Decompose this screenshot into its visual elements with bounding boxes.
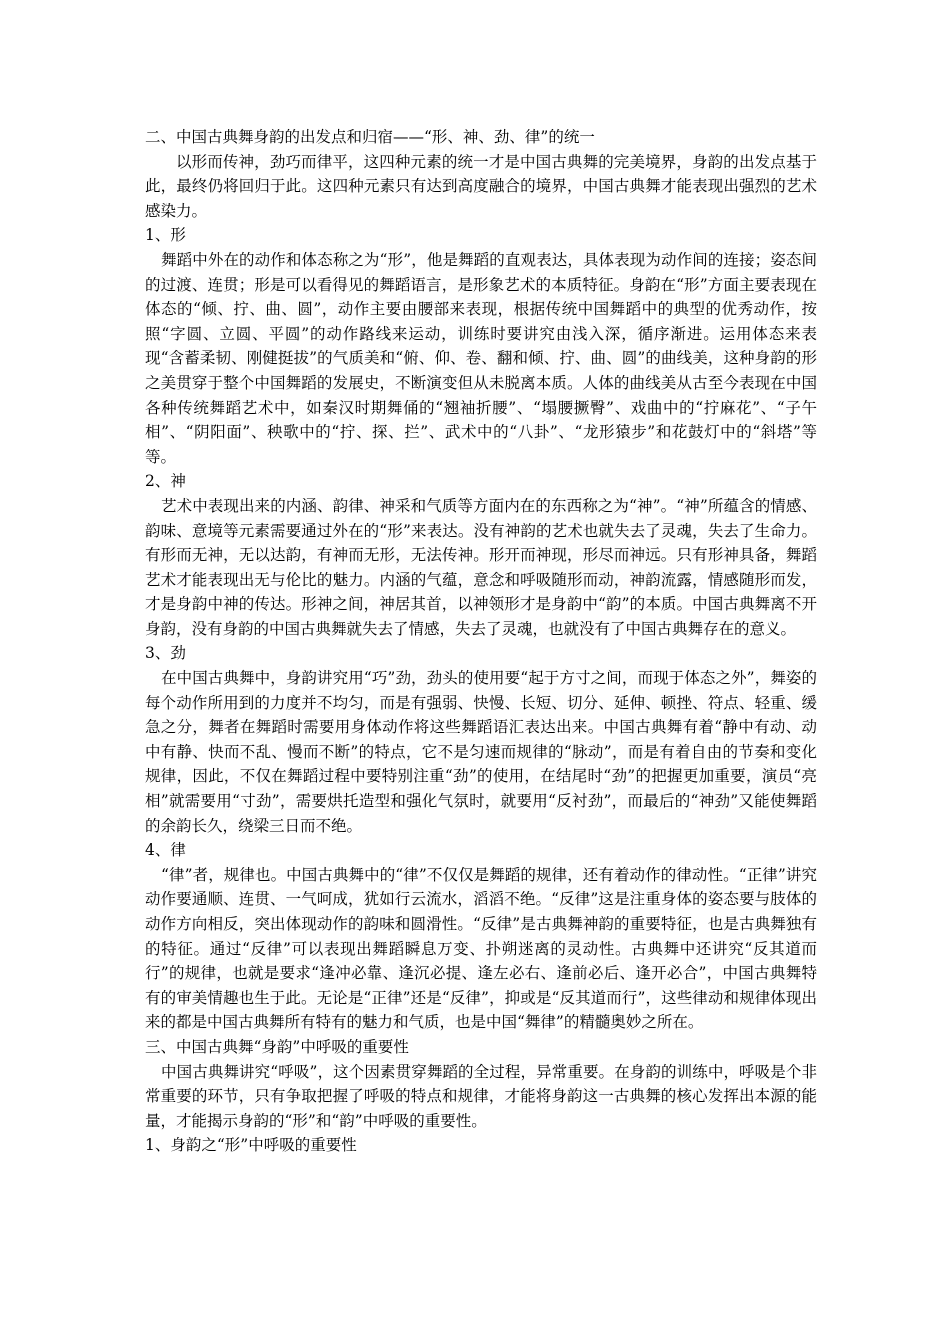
document-page xyxy=(145,125,817,1158)
item2-body: 艺术中表现出来的内涵、韵律、神采和气质等方面内在的东西称之为“神”。“神”所蕴含的情感、韵味、意境等元素需要通过外在的“形”来表达。没有神韵的艺术也就失去了灵魂，失去了生命力。有形而无神，无以达韵，有神而无形，无法传神。形开而神现，形尽而神远。只有形神具备，舞蹈艺术才能表现出无与伦比的魅力。内涵的气蕴，意念和呼吸随形而动，神韵流露，情感随形而发，才是身韵中神的传达。形神之间，神居其首，以神领形才是身韵中“韵”的本质。中国古典舞离不开身韵，没有身韵的中国古典舞就失去了情感，失去了灵魂，也就没有了中国古典舞存在的意义。 xyxy=(145,496,817,638)
section3-title: 三、中国古典舞“身韵”中呼吸的重要性 xyxy=(145,1037,409,1056)
sub1-title: 1、身韵之“形”中呼吸的重要性 xyxy=(145,1136,357,1155)
item4-title: 4、律 xyxy=(145,841,186,860)
section2-intro: 以形而传神，劲巧而律平，这四种元素的统一才是中国古典舞的完美境界，身韵的出发点基于此，最终仍将回归于此。这四种元素只有达到高度融合的境界，中国古典舞才能表现出强烈的艺术感染力。 xyxy=(145,152,817,220)
section3-body: 中国古典舞讲究“呼吸”，这个因素贯穿舞蹈的全过程，异常重要。在身韵的训练中，呼吸是个非常重要的环节，只有争取把握了呼吸的特点和规律，才能将身韵这一古典舞的核心发挥出本源的能量，才能揭示身韵的“形”和“韵”中呼吸的重要性。 xyxy=(145,1062,817,1130)
item1-body: 舞蹈中外在的动作和体态称之为“形”，他是舞蹈的直观表达，具体表现为动作间的连接；姿态间的过渡、连贯；形是可以看得见的舞蹈语言，是形象艺术的本质特征。身韵在“形”方面主要表现在体态的“倾、拧、曲、圆”，动作主要由腰部来表现，根据传统中国舞蹈中的典型的优秀动作，按照“字圆、立圆、平圆”的动作路线来运动，训练时要讲究由浅入深，循序渐进。运用体态来表现“含蓄柔韧、刚健挺拔”的气质美和“俯、仰、卷、翻和倾、拧、曲、圆”的曲线美，这种身韵的形之美贯穿于整个中国舞蹈的发展史，不断演变但从未脱离本质。人体的曲线美从古至今表现在中国各种传统舞蹈艺术中，如秦汉时期舞俑的“翘袖折腰”、“塌腰撅臀”、戏曲中的“拧麻花”、“子午相”、“阴阳面”、秧歌中的“拧、探、拦”、武术中的“八卦”、“龙形猿步”和花鼓灯中的“斜塔”等等。 xyxy=(145,250,817,466)
item2-title: 2、神 xyxy=(145,472,186,491)
section2-title: 二、中国古典舞身韵的出发点和归宿——“形、神、劲、律”的统一 xyxy=(145,128,595,146)
item1-title: 1、形 xyxy=(145,226,186,245)
item3-title: 3、劲 xyxy=(145,644,186,663)
item3-body: 在中国古典舞中，身韵讲究用“巧”劲，劲头的使用要“起于方寸之间，而现于体态之外”，舞姿的每个动作所用到的力度并不均匀，而是有强弱、快慢、长短、切分、延伸、顿挫、符点、轻重、缓急之分，舞者在舞蹈时需要用身体动作将这些舞蹈语汇表达出来。中国古典舞有着“静中有动、动中有静、快而不乱、慢而不断”的特点，它不是匀速而规律的“脉动”，而是有着自由的节奏和变化规律，因此，不仅在舞蹈过程中要特别注重“劲”的使用，在结尾时“劲”的把握更加重要，演员“亮相”就需要用“寸劲”，需要烘托造型和强化气氛时，就要用“反衬劲”，而最后的“神劲”又能使舞蹈的余韵长久，绕梁三日而不绝。 xyxy=(145,669,817,835)
item4-body: “律”者，规律也。中国古典舞中的“律”不仅仅是舞蹈的规律，还有着动作的律动性。“正律”讲究动作要通顺、连贯、一气呵成，犹如行云流水，滔滔不绝。“反律”这是注重身体的姿态要与肢体的动作方向相反，突出体现动作的韵味和圆滑性。“反律”是古典舞神韵的重要特征，也是古典舞独有的特征。通过“反律”可以表现出舞蹈瞬息万变、扑朔迷离的灵动性。古典舞中还讲究“反其道而行”的规律，也就是要求“逢冲必靠、逢沉必提、逢左必右、逢前必后、逢开必合”，中国古典舞特有的审美情趣也生于此。无论是“正律”还是“反律”，抑或是“反其道而行”，这些律动和规律体现出来的都是中国古典舞所有特有的魅力和气质，也是中国“舞律”的精髓奥妙之所在。 xyxy=(145,865,817,1032)
